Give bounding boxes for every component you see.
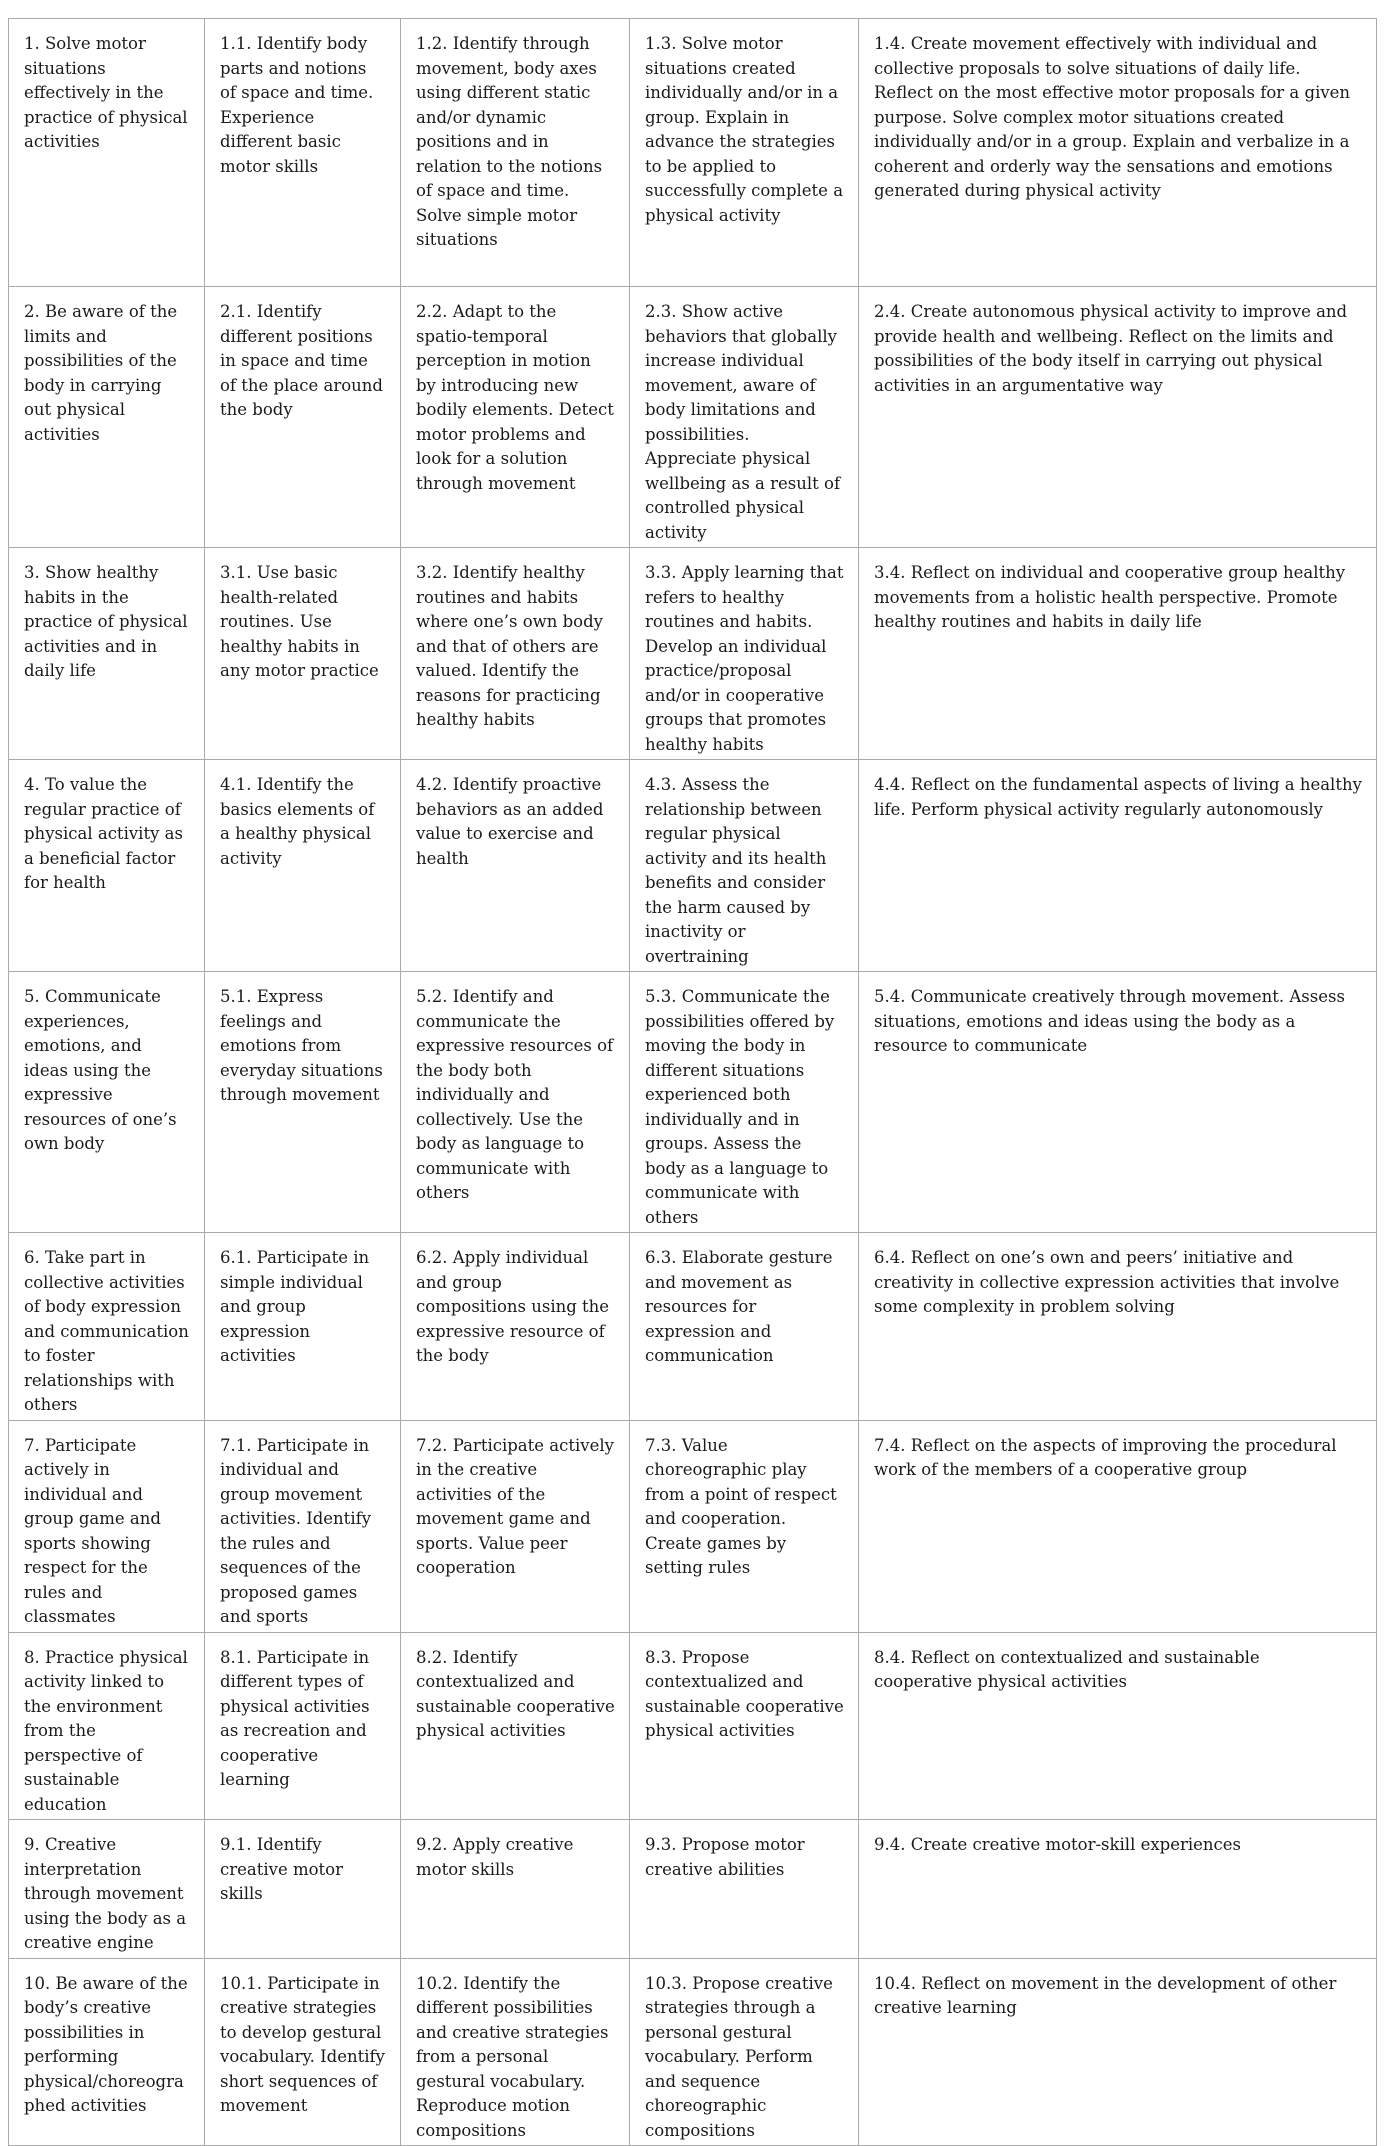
table-row: [9, 972, 1377, 1233]
table-row: [9, 1632, 1377, 1820]
competence-cell: 8. Practice physical activity linked to the environment from the perspective of sustainable education: [9, 1632, 205, 1820]
table-row: [9, 548, 1377, 760]
criterion-cell: 6.4. Reflect on one’s own and peers’ initiative and creativity in collective expression activities that involve some complexity in problem solving: [859, 1233, 1377, 1421]
criterion-cell: 9.1. Identify creative motor skills: [205, 1820, 401, 1959]
criterion-cell: 1.3. Solve motor situations created individually and/or in a group. Explain in advance the strategies to be applied to successfully complete a physical activity: [630, 19, 859, 287]
competence-cell: 3. Show healthy habits in the practice of physical activities and in daily life: [9, 548, 205, 760]
criterion-cell: 3.1. Use basic health-related routines. Use healthy habits in any motor practice: [205, 548, 401, 760]
criterion-cell: 5.4. Communicate creatively through movement. Assess situations, emotions and ideas using the body as a resource to communicate: [859, 972, 1377, 1233]
table-row: [9, 287, 1377, 548]
criterion-cell: 10.2. Identify the different possibilities and creative strategies from a personal gestural vocabulary. Reproduce motion compositions: [401, 1958, 630, 2146]
criterion-cell: 1.4. Create movement effectively with individual and collective proposals to solve situations of daily life. Reflect on the most effective motor proposals for a given purpose. Solve complex motor situations created individually and/or in a group. Explain and verbalize in a coherent and orderly way the sensations and emotions generated during physical activity: [859, 19, 1377, 287]
table-row: [9, 1820, 1377, 1959]
criterion-cell: 1.2. Identify through movement, body axes using different static and/or dynamic positions and in relation to the notions of space and time. Solve simple motor situations: [401, 19, 630, 287]
criterion-cell: 7.1. Participate in individual and group movement activities. Identify the rules and sequences of the proposed games and sports: [205, 1420, 401, 1632]
criterion-cell: 2.2. Adapt to the spatio-temporal perception in motion by introducing new bodily elements. Detect motor problems and look for a solution through movement: [401, 287, 630, 548]
criterion-cell: 3.4. Reflect on individual and cooperative group healthy movements from a holistic health perspective. Promote healthy routines and habits in daily life: [859, 548, 1377, 760]
competence-table: [8, 18, 1377, 2146]
criterion-cell: 8.2. Identify contextualized and sustainable cooperative physical activities: [401, 1632, 630, 1820]
criterion-cell: 5.2. Identify and communicate the expressive resources of the body both individually and collectively. Use the body as language to communicate with others: [401, 972, 630, 1233]
criterion-cell: 10.1. Participate in creative strategies to develop gestural vocabulary. Identify short sequences of movement: [205, 1958, 401, 2146]
criterion-cell: 9.2. Apply creative motor skills: [401, 1820, 630, 1959]
criterion-cell: 2.3. Show active behaviors that globally increase individual movement, aware of body limitations and possibilities. Appreciate physical wellbeing as a result of controlled physical activity: [630, 287, 859, 548]
table-body: [9, 19, 1377, 2146]
competence-cell: 10. Be aware of the body’s creative possibilities in performing physical/choreographed activities: [9, 1958, 205, 2146]
criterion-cell: 4.1. Identify the basics elements of a healthy physical activity: [205, 760, 401, 972]
competence-cell: 6. Take part in collective activities of body expression and communication to foster relationships with others: [9, 1233, 205, 1421]
criterion-cell: 8.3. Propose contextualized and sustainable cooperative physical activities: [630, 1632, 859, 1820]
table-row: [9, 1233, 1377, 1421]
criterion-cell: 4.4. Reflect on the fundamental aspects of living a healthy life. Perform physical activity regularly autonomously: [859, 760, 1377, 972]
criterion-cell: 6.1. Participate in simple individual and group expression activities: [205, 1233, 401, 1421]
criterion-cell: 3.3. Apply learning that refers to healthy routines and habits. Develop an individual practice/proposal and/or in cooperative groups that promotes healthy habits: [630, 548, 859, 760]
competence-table-container: [8, 18, 1376, 2146]
competence-cell: 5. Communicate experiences, emotions, and ideas using the expressive resources of one’s own body: [9, 972, 205, 1233]
competence-cell: 4. To value the regular practice of physical activity as a beneficial factor for health: [9, 760, 205, 972]
table-row: [9, 1420, 1377, 1632]
criterion-cell: 4.2. Identify proactive behaviors as an added value to exercise and health: [401, 760, 630, 972]
table-row: [9, 19, 1377, 287]
criterion-cell: 1.1. Identify body parts and notions of space and time. Experience different basic motor skills: [205, 19, 401, 287]
criterion-cell: 5.3. Communicate the possibilities offered by moving the body in different situations experienced both individually and in groups. Assess the body as a language to communicate with others: [630, 972, 859, 1233]
competence-cell: 9. Creative interpretation through movement using the body as a creative engine: [9, 1820, 205, 1959]
criterion-cell: 7.2. Participate actively in the creative activities of the movement game and sports. Value peer cooperation: [401, 1420, 630, 1632]
table-row: [9, 1958, 1377, 2146]
criterion-cell: 10.3. Propose creative strategies through a personal gestural vocabulary. Perform and sequence choreographic compositions: [630, 1958, 859, 2146]
criterion-cell: 7.4. Reflect on the aspects of improving the procedural work of the members of a cooperative group: [859, 1420, 1377, 1632]
criterion-cell: 10.4. Reflect on movement in the development of other creative learning: [859, 1958, 1377, 2146]
competence-cell: 1. Solve motor situations effectively in the practice of physical activities: [9, 19, 205, 287]
competence-cell: 7. Participate actively in individual and group game and sports showing respect for the rules and classmates: [9, 1420, 205, 1632]
criterion-cell: 7.3. Value choreographic play from a point of respect and cooperation. Create games by setting rules: [630, 1420, 859, 1632]
criterion-cell: 2.1. Identify different positions in space and time of the place around the body: [205, 287, 401, 548]
competence-cell: 2. Be aware of the limits and possibilities of the body in carrying out physical activities: [9, 287, 205, 548]
criterion-cell: 5.1. Express feelings and emotions from everyday situations through movement: [205, 972, 401, 1233]
criterion-cell: 9.4. Create creative motor-skill experiences: [859, 1820, 1377, 1959]
criterion-cell: 8.4. Reflect on contextualized and sustainable cooperative physical activities: [859, 1632, 1377, 1820]
table-row: [9, 760, 1377, 972]
criterion-cell: 2.4. Create autonomous physical activity to improve and provide health and wellbeing. Reflect on the limits and possibilities of the body itself in carrying out physical activities in an argumentative way: [859, 287, 1377, 548]
criterion-cell: 4.3. Assess the relationship between regular physical activity and its health benefits and consider the harm caused by inactivity or overtraining: [630, 760, 859, 972]
criterion-cell: 3.2. Identify healthy routines and habits where one’s own body and that of others are valued. Identify the reasons for practicing healthy habits: [401, 548, 630, 760]
criterion-cell: 6.2. Apply individual and group compositions using the expressive resource of the body: [401, 1233, 630, 1421]
criterion-cell: 9.3. Propose motor creative abilities: [630, 1820, 859, 1959]
criterion-cell: 6.3. Elaborate gesture and movement as resources for expression and communication: [630, 1233, 859, 1421]
criterion-cell: 8.1. Participate in different types of physical activities as recreation and cooperative learning: [205, 1632, 401, 1820]
